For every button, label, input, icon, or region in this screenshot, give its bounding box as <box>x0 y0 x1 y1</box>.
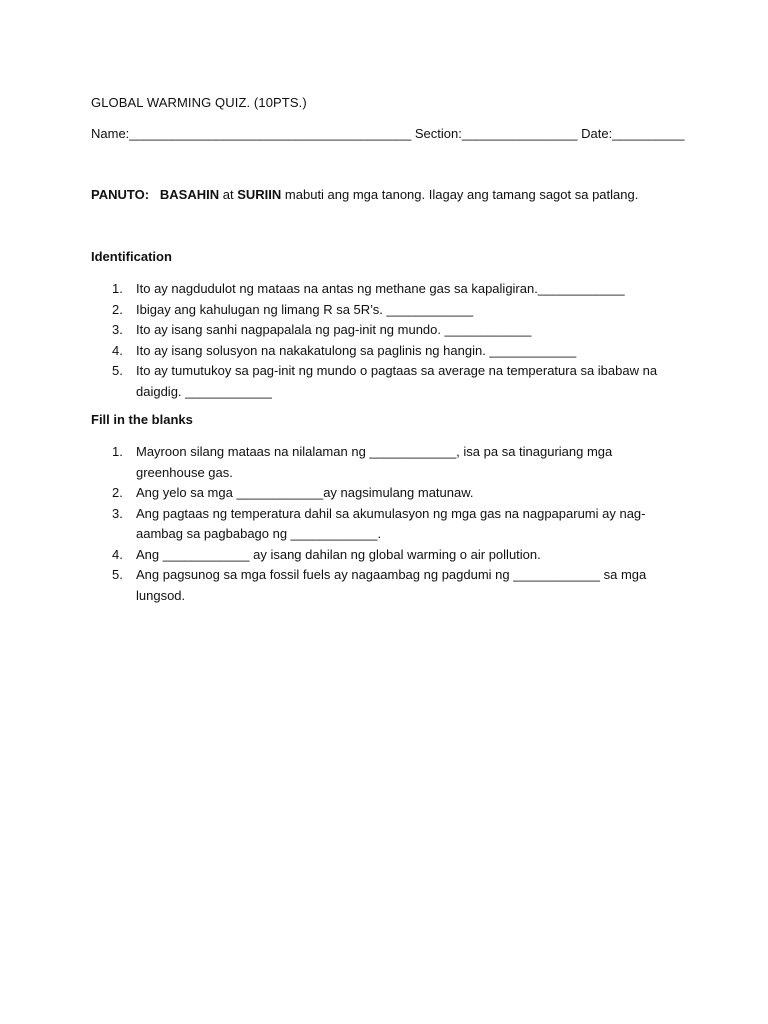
student-info-fields: Name:_______________________________________ Section:________________ Date:__________ <box>91 126 685 141</box>
identification-heading: Identification <box>91 249 172 264</box>
list-item <box>91 279 671 300</box>
item-number: 1. <box>112 444 123 459</box>
item-text: Ang ____________ ay isang dahilan ng global warming o air pollution. <box>136 546 541 562</box>
item-text: Ibigay ang kahulugan ng limang R sa 5R’s. ____________ <box>136 301 474 317</box>
item-number: 3. <box>112 322 123 337</box>
item-text: Ang yelo sa mga ____________ay nagsimulang matunaw. <box>136 485 474 500</box>
list-item <box>91 300 671 321</box>
identification-list <box>91 279 671 402</box>
item-text: Ito ay isang sanhi nagpapalala ng pag-init ng mundo. ____________ <box>136 322 532 337</box>
item-number: 4. <box>112 546 123 562</box>
item-text: Ang pagsunog sa mga fossil fuels ay nagaambag ng pagdumi ng ____________ sa mga lungsod. <box>136 567 647 603</box>
list-item <box>91 565 671 606</box>
instructions-bold-examine: SURIIN <box>237 187 282 202</box>
list-item <box>91 483 671 504</box>
instructions-label: PANUTO: <box>91 187 150 202</box>
instructions-text: mabuti ang mga tanong. Ilagay ang tamang sagot sa patlang. <box>284 187 639 202</box>
list-item <box>91 341 671 362</box>
fill-in-heading: Fill in the blanks <box>91 412 193 427</box>
list-item <box>91 545 671 566</box>
item-number: 3. <box>112 505 123 521</box>
list-item <box>91 504 671 545</box>
item-number: 5. <box>112 363 123 378</box>
item-number: 1. <box>112 281 123 296</box>
list-item <box>91 320 671 341</box>
item-text: Ang pagtaas ng temperatura dahil sa akumulasyon ng mga gas na nagpaparumi ay nag-aambag sa pagbabago ng ____________. <box>136 505 646 541</box>
fill-in-list <box>91 442 671 606</box>
item-number: 4. <box>112 342 123 358</box>
list-item <box>91 361 671 402</box>
instructions-word-at: at <box>222 187 234 202</box>
item-number: 5. <box>112 567 123 582</box>
item-text: Ito ay nagdudulot ng mataas na antas ng methane gas sa kapaligiran.____________ <box>136 281 625 296</box>
list-item <box>91 442 671 483</box>
item-text: Mayroon silang mataas na nilalaman ng ____________, isa pa sa tinaguriang mga greenhouse gas. <box>136 444 613 480</box>
item-number: 2. <box>112 301 123 317</box>
item-text: Ito ay isang solusyon na nakakatulong sa paglinis ng hangin. ____________ <box>136 342 577 358</box>
instructions-bold-read: BASAHIN <box>159 187 220 202</box>
item-text: Ito ay tumutukoy sa pag-init ng mundo o pagtaas sa average na temperatura sa ibabaw na daigdig. ____________ <box>136 363 658 399</box>
item-number: 2. <box>112 485 123 500</box>
quiz-title: GLOBAL WARMING QUIZ. (10PTS.) <box>91 95 307 110</box>
instructions <box>91 187 638 202</box>
